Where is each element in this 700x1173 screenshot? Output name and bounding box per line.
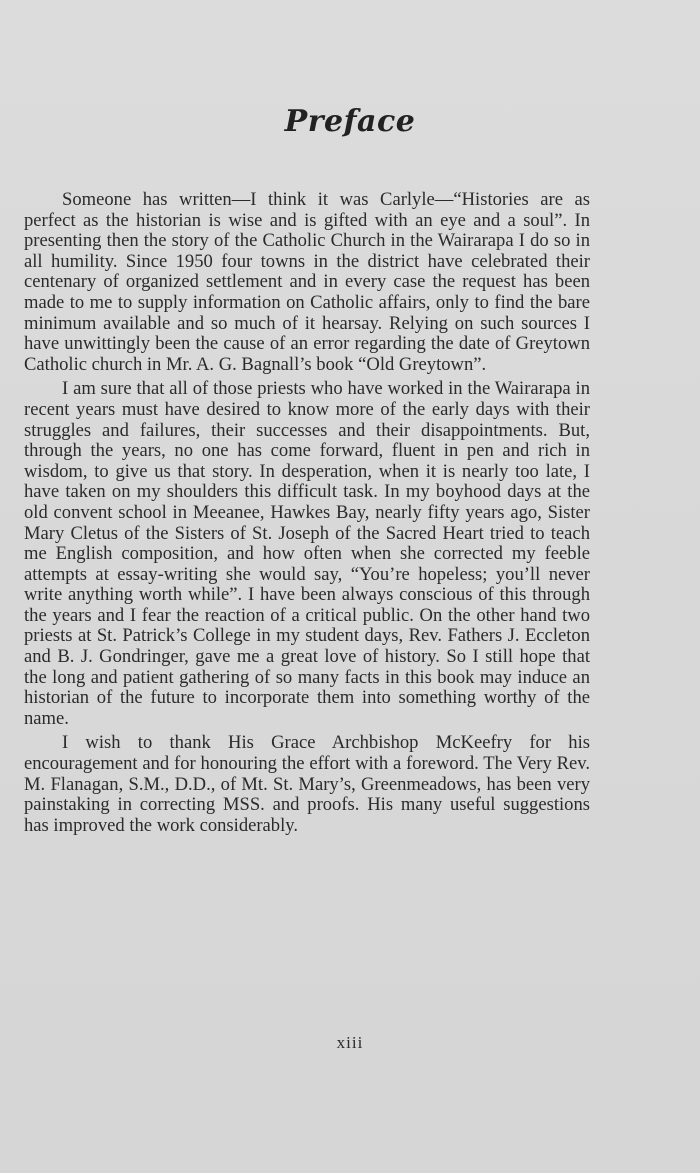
- page-number: xiii: [336, 1033, 364, 1052]
- paragraph-2: I am sure that all of those priests who have worked in the Wairarapa in recent years must have desired to know more of the early days with their struggles and failures, their successes and their disappointments. But, through the years, no one has come forward, fluent in pen and rich in wisdom, to give us that story. In desperation, when it is nearly too late, I have taken on my shoulders this difficult task. In my boyhood days at the old convent school in Meeanee, Hawkes Bay, nearly fifty years ago, Sister Mary Cletus of the Sisters of St. Joseph of the Sacred Heart tried to teach me English composition, and how often when she corrected my feeble attempts at essay-writing she would say, “You’re hopeless; you’ll never write anything worth while”. I have been always conscious of this through the years and I fear the reaction of a critical public. On the other hand two priests at St. Patrick’s College in my student days, Rev. Fathers J. Eccleton and B. J. Gondringer, gave me a great love of history. So I still hope that the long and patient gathering of so many facts in this book may induce an historian of the future to incorporate them into something worthy of the name.: [24, 378, 590, 729]
- page-title: Preface: [284, 104, 416, 139]
- paragraph-1: Someone has written—I think it was Carlyle—“Histories are as perfect as the historian is wise and is gifted with an eye and a soul”. In presenting then the story of the Catholic Church in the Wairarapa I do so in all humility. Since 1950 four towns in the district have celebrated their centenary of organized settlement and in every case the request has been made to me to supply information on Catholic affairs, only to find the bare minimum available and so much of it hearsay. Relying on such sources I have unwittingly been the cause of an error regarding the date of Greytown Catholic church in Mr. A. G. Bagnall’s book “Old Greytown”.: [24, 189, 590, 375]
- paragraph-3: I wish to thank His Grace Archbishop McKeefry for his encouragement and for honouring the effort with a foreword. The Very Rev. M. Flanagan, S.M., D.D., of Mt. St. Mary’s, Greenmeadows, has been very painstaking in correcting MSS. and proofs. His many useful suggestions has improved the work considerably.: [24, 732, 590, 836]
- body-text: [24, 190, 590, 840]
